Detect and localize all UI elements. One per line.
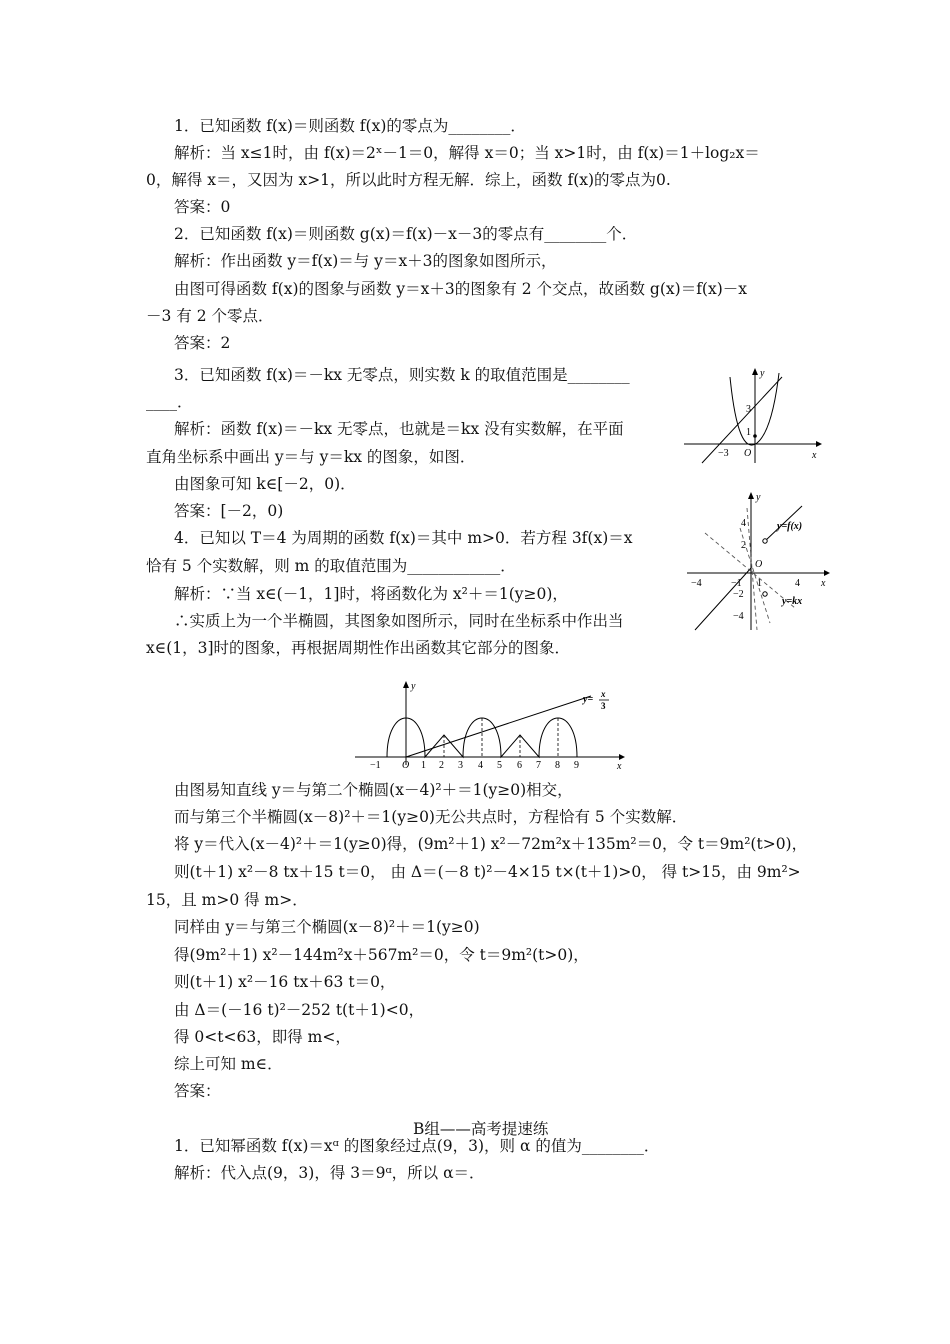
text-line: 将 y＝代入(x－4)²＋＝1(y≥0)得，(9m²＋1) x²－72m²x＋135m²＝0，令 t＝9m²(t>0)，	[174, 835, 808, 853]
text-line: 由图易知直线 y＝与第二个椭圆(x－4)²＋＝1(y≥0)相交，	[174, 781, 573, 799]
fig3-line-label: y=	[583, 694, 594, 705]
text-line: x∈(1，3]时的图象，再根据周期性作出函数其它部分的图象．	[146, 639, 571, 657]
figure-3-graph	[355, 677, 627, 772]
fig2-tick-y-neg4: −4	[733, 611, 744, 622]
fig2-y-arrow	[748, 492, 754, 499]
fig3-tick-1: 1	[421, 760, 426, 771]
text-line: 得 0<t<63，即得 m<，	[174, 1028, 351, 1046]
text-line: 0，解得 x＝，又因为 x>1，所以此时方程无解．综上，函数 f(x)的零点为0.	[146, 171, 671, 189]
text-line: 答案：0	[174, 198, 231, 216]
fig1-y-arrow	[752, 368, 758, 375]
text-line: ∴实质上为一个半椭圆，其图象如图所示，同时在坐标系中作出当	[174, 612, 624, 630]
fig2-tick-x-neg1: −1	[731, 578, 742, 589]
fig2-tick-y-2: 2	[741, 540, 746, 551]
fig2-tick-y-4: 4	[741, 518, 746, 529]
fig3-x-arrow	[619, 754, 625, 760]
text-line: 3．已知函数 f(x)＝－kx 无零点，则实数 k 的取值范围是________	[174, 366, 630, 384]
fig2-line-label: y=kx	[782, 596, 803, 607]
fig3-origin: O	[402, 760, 410, 771]
fig3-tick-8: 8	[555, 760, 560, 771]
fig1-tick-neg3: −3	[718, 448, 729, 459]
fig3-line-label-num: x	[601, 689, 606, 699]
fig2-open-point	[763, 539, 767, 543]
fig2-curve-label: y=f(x)	[777, 521, 803, 532]
text-line: 则(t＋1) x²－8 tx＋15 t＝0， 由 Δ＝(－8 t)²－4×15 t×(t＋1)>0， 得 t>15，由 9m²>	[174, 863, 801, 881]
fig3-tick-5: 5	[497, 760, 502, 771]
figure-1-graph	[682, 365, 822, 465]
fig1-y-label: y	[760, 368, 765, 379]
figure-2-graph	[685, 488, 830, 633]
fig3-x-label: x	[617, 761, 622, 772]
text-line: 由图可得函数 f(x)的图象与函数 y＝x＋3的图象有 2 个交点，故函数 g(x)＝f(x)－x	[174, 280, 748, 298]
fig2-tick-x-1: 1	[757, 578, 762, 589]
text-line: 4．已知以 T＝4 为周期的函数 f(x)＝其中 m>0．若方程 3f(x)＝x	[174, 529, 633, 547]
text-line: 解析：∵当 x∈(－1，1]时，将函数化为 x²＋＝1(y≥0)，	[174, 585, 568, 603]
text-line: 答案：	[174, 1082, 221, 1100]
section-heading: B组——高考提速练	[413, 1120, 549, 1138]
fig3-y-label: y	[411, 681, 416, 692]
text-line: 解析：当 x≤1时，由 f(x)＝2ˣ－1＝0，解得 x＝0；当 x>1时，由 f(x)＝1＋log₂x＝	[174, 144, 760, 162]
text-line: 同样由 y＝与第三个椭圆(x－8)²＋＝1(y≥0)	[174, 918, 480, 936]
text-line: 则(t＋1) x²－16 tx＋63 t＝0，	[174, 973, 396, 991]
text-line: ____．	[146, 393, 193, 411]
fig2-tick-x-4: 4	[795, 578, 800, 589]
text-line: 答案：2	[174, 334, 231, 352]
text-line: －3 有 2 个零点．	[146, 307, 274, 325]
fig3-tick-9: 9	[574, 760, 579, 771]
text-line: 2．已知函数 f(x)＝则函数 g(x)＝f(x)－x－3的零点有________个．	[174, 225, 638, 243]
fig1-point	[753, 434, 757, 438]
fig2-x-label: x	[821, 578, 826, 589]
text-line: 由图象可知 k∈[－2，0)．	[174, 475, 356, 493]
text-line: 15，且 m>0 得 m>．	[146, 891, 308, 909]
fig3-tick-3: 3	[458, 760, 463, 771]
fig3-line	[406, 694, 594, 757]
text-line: 而与第三个半椭圆(x－8)²＋＝1(y≥0)无公共点时，方程恰有 5 个实数解．	[174, 808, 688, 826]
text-line: 答案：[－2，0)	[174, 502, 284, 520]
fig3-tick-neg1: −1	[370, 760, 381, 771]
fig2-tick-y-neg2: −2	[733, 589, 744, 600]
text-line: 综上可知 m∈．	[174, 1055, 283, 1073]
text-line: 得(9m²＋1) x²－144m²x＋567m²＝0，令 t＝9m²(t>0)，	[174, 946, 589, 964]
fig3-tick-2: 2	[439, 760, 444, 771]
fig3-tick-7: 7	[536, 760, 541, 771]
text-line: 解析：函数 f(x)＝－kx 无零点，也就是＝kx 没有实数解，在平面	[174, 420, 624, 438]
fig1-x-label: x	[812, 450, 817, 461]
text-line: 1．已知幂函数 f(x)＝xᵅ 的图象经过点(9，3)，则 α 的值为________．	[174, 1137, 660, 1155]
fig2-origin: O	[755, 559, 763, 570]
text-line: 直角坐标系中画出 y＝与 y＝kx 的图象，如图．	[146, 448, 476, 466]
fig3-line-label-den: 3	[601, 701, 606, 711]
fig3-tick-6: 6	[517, 760, 522, 771]
fig2-open-point-2	[763, 592, 767, 596]
fig3-tick-4: 4	[478, 760, 483, 771]
text-line: 1．已知函数 f(x)＝则函数 f(x)的零点为________．	[174, 117, 526, 135]
fig1-origin: O	[744, 448, 752, 459]
text-line: 解析：代入点(9，3)，得 3＝9ᵅ，所以 α＝．	[174, 1164, 485, 1182]
fig2-y-label: y	[756, 492, 761, 503]
fig2-tick-x-neg4: −4	[691, 578, 702, 589]
fig1-x-arrow	[816, 441, 822, 447]
fig1-tick-1: 1	[746, 427, 751, 438]
fig1-tick-3: 3	[746, 404, 751, 415]
text-line: 解析：作出函数 y＝f(x)＝与 y＝x＋3的图象如图所示，	[174, 252, 557, 270]
fig2-x-arrow	[824, 570, 830, 576]
text-line: 恰有 5 个实数解，则 m 的取值范围为____________．	[146, 557, 516, 575]
fig3-y-arrow	[403, 681, 409, 688]
text-line: 由 Δ＝(－16 t)²－252 t(t＋1)<0，	[174, 1001, 425, 1019]
